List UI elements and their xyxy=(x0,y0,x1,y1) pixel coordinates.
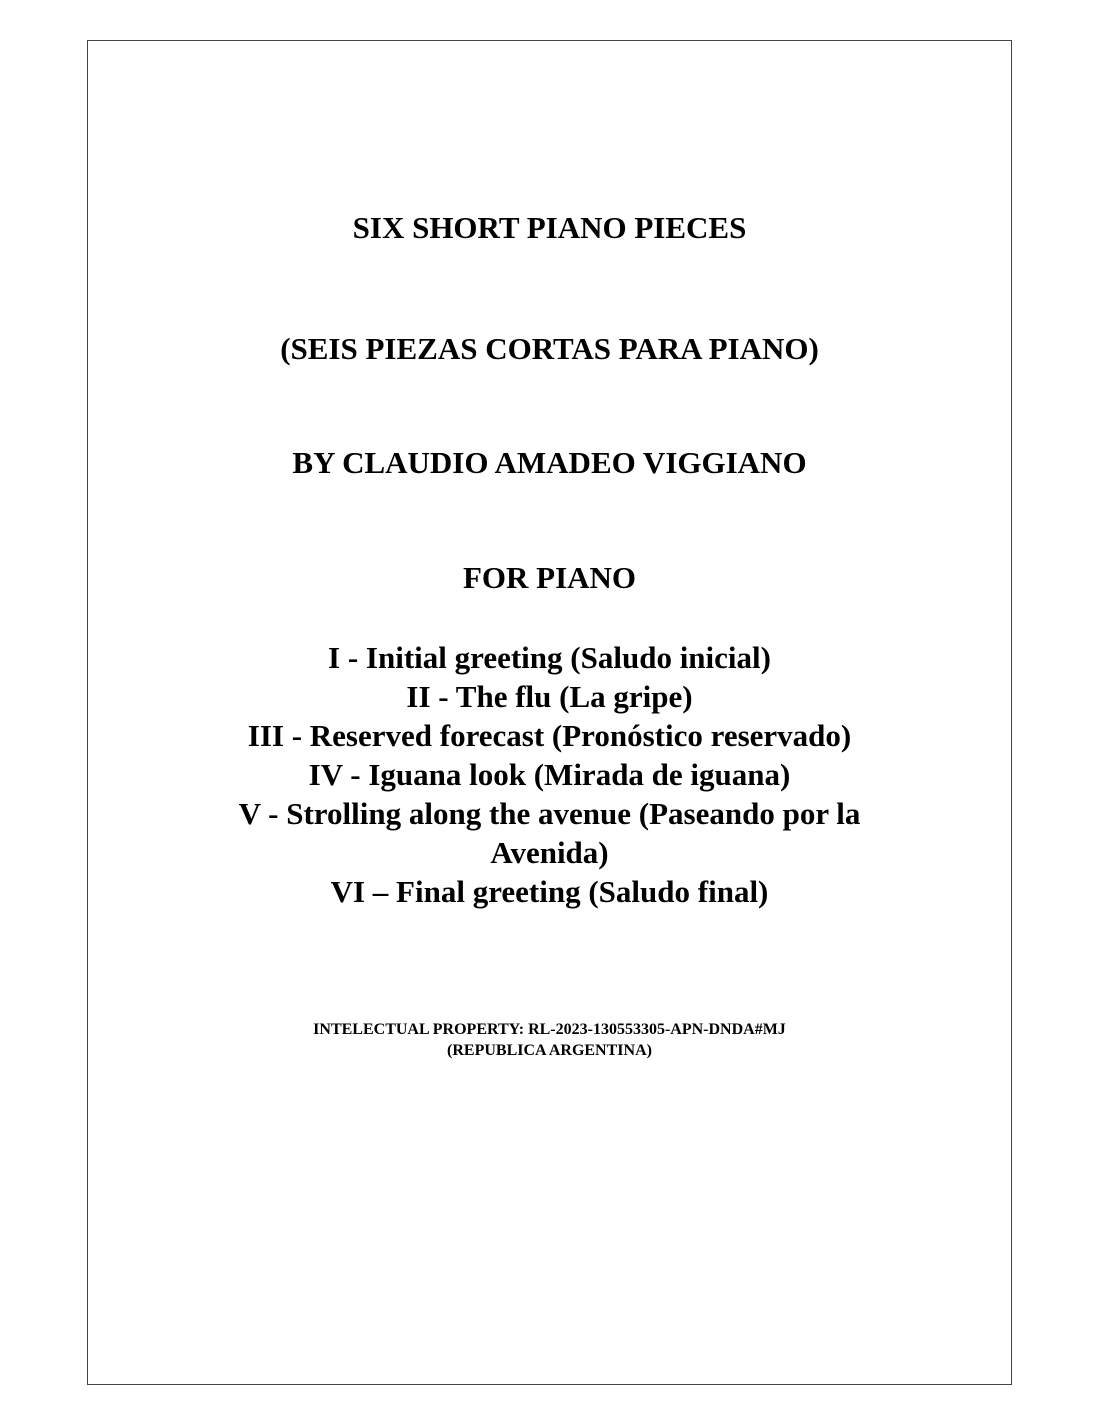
piece-item-5: V - Strolling along the avenue (Paseando por la xyxy=(238,796,861,831)
piece-item-5-continued: Avenida) xyxy=(490,835,609,870)
piece-item-2: II - The flu (La gripe) xyxy=(406,679,693,714)
piece-item-3: III - Reserved forecast (Pronóstico reservado) xyxy=(247,718,852,753)
piece-item-6: VI – Final greeting (Saludo final) xyxy=(330,874,769,909)
instrument-line: FOR PIANO xyxy=(462,560,637,595)
document-subtitle: (SEIS PIEZAS CORTAS PARA PIANO) xyxy=(280,331,819,366)
author-line: BY CLAUDIO AMADEO VIGGIANO xyxy=(292,445,807,480)
piece-item-4: IV - Iguana look (Mirada de iguana) xyxy=(308,757,791,792)
piece-item-1: I - Initial greeting (Saludo inicial) xyxy=(328,640,771,675)
copyright-line-2: (REPUBLICA ARGENTINA) xyxy=(447,1042,652,1059)
copyright-line-1: INTELECTUAL PROPERTY: RL-2023-130553305-APN-DNDA#MJ xyxy=(313,1021,786,1038)
document-title: SIX SHORT PIANO PIECES xyxy=(352,210,747,245)
